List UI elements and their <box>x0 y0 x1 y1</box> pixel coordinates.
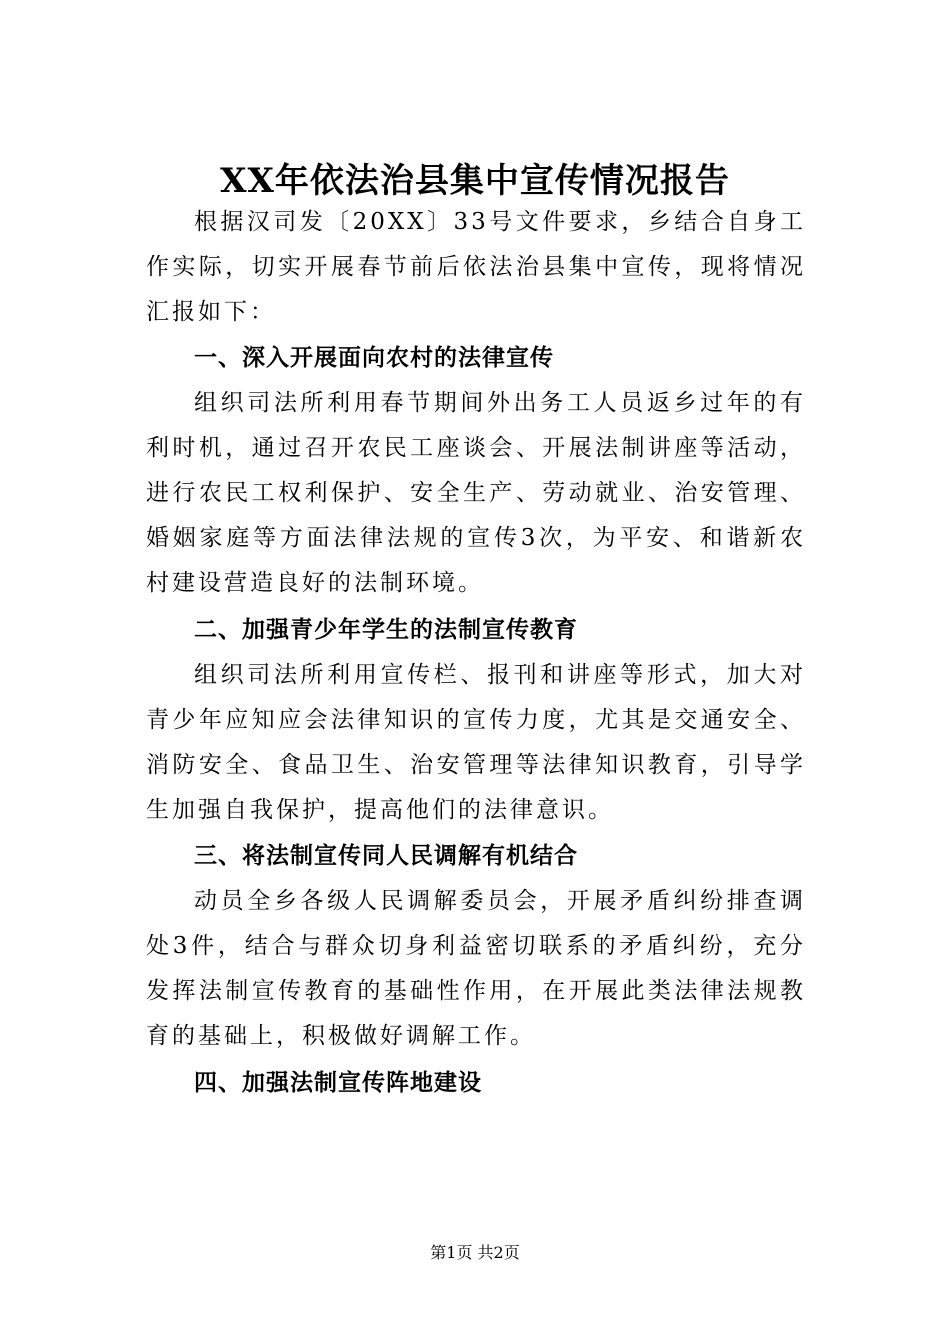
section-heading-3: 三、将法制宣传同人民调解有机结合 <box>194 843 578 869</box>
section-heading-1: 一、深入开展面向农村的法律宣传 <box>194 345 554 371</box>
intro-paragraph: 根据汉司发〔20XX〕33号文件要求，乡结合自身工作实际，切实开展春节前后依法治县集中宣传，现将情况汇报如下： <box>146 209 806 325</box>
section-paragraph-1: 组织司法所利用春节期间外出务工人员返乡过年的有利时机，通过召开农民工座谈会、开展法制讲座等活动，进行农民工权利保护、安全生产、劳动就业、治安管理、婚姻家庭等方面法律法规的宣传3次，为平安、和谐新农村建设营造良好的法制环境。 <box>146 390 806 596</box>
section-heading-2: 二、加强青少年学生的法制宣传教育 <box>194 617 578 643</box>
document-title: XX年依法治县集中宣传情况报告 <box>220 160 730 201</box>
page-footer: 第1页 共2页 <box>430 1243 520 1262</box>
section-paragraph-2: 组织司法所利用宣传栏、报刊和讲座等形式，加大对青少年应知应会法律知识的宣传力度，尤其是交通安全、消防安全、食品卫生、治安管理等法律知识教育，引导学生加强自我保护，提高他们的法律意识。 <box>146 662 806 823</box>
section-paragraph-3: 动员全乡各级人民调解委员会，开展矛盾纠纷排查调处3件，结合与群众切身利益密切联系的矛盾纠纷，充分发挥法制宣传教育的基础性作用，在开展此类法律法规教育的基础上，积极做好调解工作。 <box>146 888 806 1049</box>
section-heading-4: 四、加强法制宣传阵地建设 <box>194 1070 482 1096</box>
